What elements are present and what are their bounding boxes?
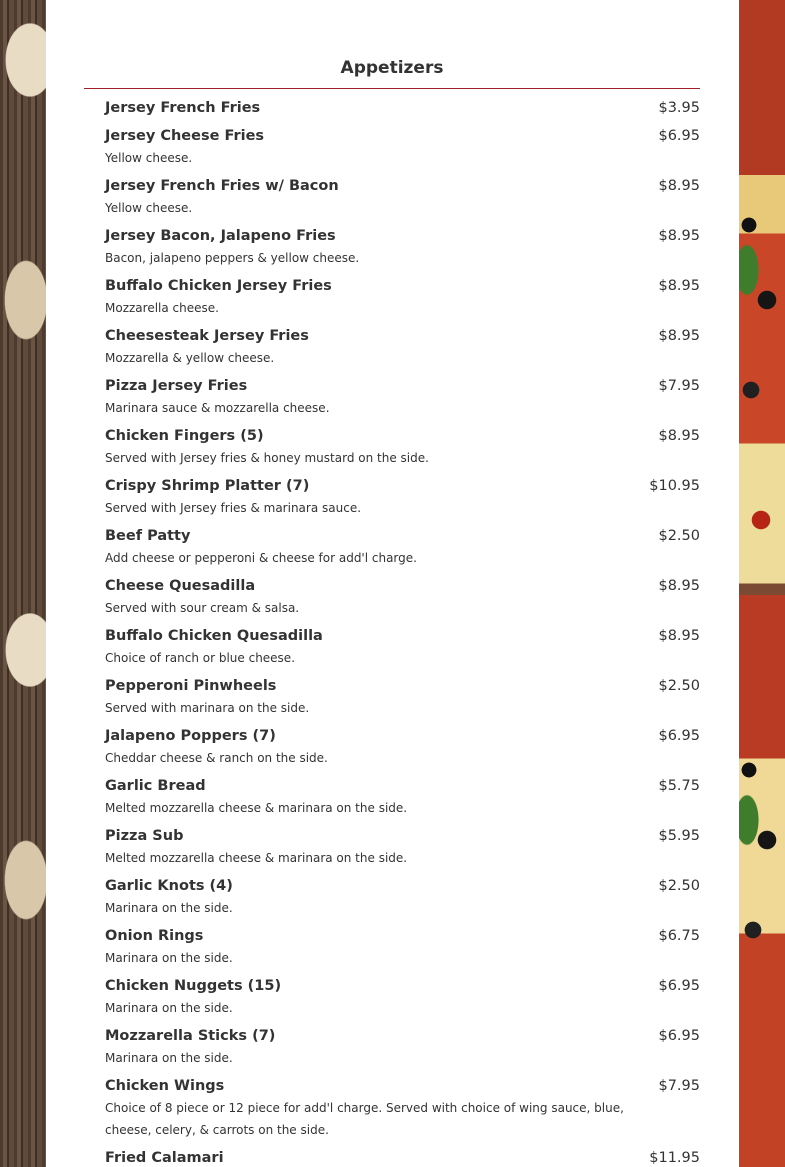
menu-item-name: Beef Patty (105, 528, 191, 544)
menu-item[interactable] (105, 1025, 700, 1069)
menu-item-header (105, 575, 700, 597)
menu-item[interactable] (105, 475, 700, 519)
menu-item[interactable] (105, 525, 700, 569)
section-title: Appetizers (84, 58, 700, 89)
menu-item-name: Onion Rings (105, 928, 204, 944)
menu-item[interactable] (105, 825, 700, 869)
menu-item-name: Chicken Fingers (5) (105, 428, 264, 444)
menu-item-header (105, 925, 700, 947)
menu-item-description: Mozzarella cheese. (105, 301, 219, 315)
menu-item-description: Melted mozzarella cheese & marinara on the side. (105, 801, 408, 815)
menu-item-header (105, 975, 700, 997)
menu-item-name: Buffalo Chicken Quesadilla (105, 628, 323, 644)
menu-item-name: Garlic Knots (4) (105, 878, 233, 894)
menu-item-price: $8.95 (658, 428, 700, 444)
menu-item-header (105, 125, 700, 147)
menu-item-description: Marinara on the side. (105, 1001, 233, 1015)
menu-item[interactable] (105, 675, 700, 719)
menu-item[interactable] (105, 1147, 700, 1167)
menu-item[interactable] (105, 125, 700, 169)
menu-item[interactable] (105, 575, 700, 619)
menu-item-price: $8.95 (658, 278, 700, 294)
menu-item[interactable] (105, 325, 700, 369)
menu-item-price: $3.95 (658, 100, 700, 116)
wood-background-left (0, 0, 46, 1167)
menu-item[interactable] (105, 725, 700, 769)
menu-item-name: Pizza Jersey Fries (105, 378, 248, 394)
menu-item-header (105, 1025, 700, 1047)
menu-item-price: $7.95 (658, 378, 700, 394)
menu-item-description: Melted mozzarella cheese & marinara on the side. (105, 851, 408, 865)
menu-item-price: $8.95 (658, 578, 700, 594)
menu-item[interactable] (105, 275, 700, 319)
menu-item-price: $11.95 (649, 1150, 700, 1166)
menu-item-description: Marinara on the side. (105, 1051, 233, 1065)
menu-item-header (105, 325, 700, 347)
menu-item-header (105, 875, 700, 897)
menu-item-description: Served with sour cream & salsa. (105, 601, 300, 615)
menu-item-name: Buffalo Chicken Jersey Fries (105, 278, 332, 294)
menu-item-price: $8.95 (658, 178, 700, 194)
menu-item-description: Served with marinara on the side. (105, 701, 310, 715)
menu-item[interactable] (105, 625, 700, 669)
menu-panel (46, 0, 739, 1167)
menu-item-description: Marinara on the side. (105, 901, 233, 915)
menu-item-price: $6.95 (658, 728, 700, 744)
menu-item-header (105, 97, 700, 119)
menu-item-name: Jersey Bacon, Jalapeno Fries (105, 228, 336, 244)
menu-item-name: Mozzarella Sticks (7) (105, 1028, 276, 1044)
menu-item[interactable] (105, 875, 700, 919)
menu-item-name: Chicken Nuggets (15) (105, 978, 282, 994)
menu-item-price: $6.95 (658, 128, 700, 144)
menu-item-description: Marinara on the side. (105, 951, 233, 965)
menu-item-description: Choice of 8 piece or 12 piece for add'l charge. Served with choice of wing sauce, blue, cheese, celery, & carrots on the side. (105, 1101, 624, 1137)
menu-item-header (105, 275, 700, 297)
menu-item-header (105, 625, 700, 647)
menu-item-header (105, 175, 700, 197)
menu-item-description: Add cheese or pepperoni & cheese for add'l charge. (105, 551, 417, 565)
menu-item-header (105, 775, 700, 797)
menu-item-name: Pepperoni Pinwheels (105, 678, 277, 694)
menu-item-description: Served with Jersey fries & marinara sauce. (105, 501, 362, 515)
menu-item-header (105, 425, 700, 447)
menu-item-price: $5.75 (658, 778, 700, 794)
menu-item-description: Yellow cheese. (105, 151, 193, 165)
menu-item-name: Fried Calamari (105, 1150, 224, 1166)
menu-item-description: Cheddar cheese & ranch on the side. (105, 751, 328, 765)
menu-item-description: Choice of ranch or blue cheese. (105, 651, 296, 665)
menu-item-description: Yellow cheese. (105, 201, 193, 215)
menu-item-price: $8.95 (658, 328, 700, 344)
menu-item-header (105, 375, 700, 397)
menu-item-price: $7.95 (658, 1078, 700, 1094)
menu-item-price: $6.75 (658, 928, 700, 944)
menu-item-name: Jersey Cheese Fries (105, 128, 265, 144)
menu-item-name: Jersey French Fries w/ Bacon (105, 178, 339, 194)
menu-item[interactable] (105, 925, 700, 969)
menu-item-price: $2.50 (658, 528, 700, 544)
menu-item-header (105, 1075, 700, 1097)
menu-item-description: Mozzarella & yellow cheese. (105, 351, 275, 365)
menu-item-name: Jersey French Fries (105, 100, 261, 116)
menu-item-name: Chicken Wings (105, 1078, 225, 1094)
menu-item-header (105, 525, 700, 547)
menu-item[interactable] (105, 775, 700, 819)
menu-item-price: $8.95 (658, 228, 700, 244)
menu-item-header (105, 225, 700, 247)
menu-item-price: $2.50 (658, 878, 700, 894)
menu-item-list (105, 97, 700, 1167)
menu-item-price: $6.95 (658, 1028, 700, 1044)
menu-item[interactable] (105, 175, 700, 219)
menu-item-description: Bacon, jalapeno peppers & yellow cheese. (105, 251, 360, 265)
menu-item-name: Jalapeno Poppers (7) (105, 728, 276, 744)
menu-item-header (105, 675, 700, 697)
menu-item-header (105, 825, 700, 847)
menu-item[interactable] (105, 375, 700, 419)
menu-item-description: Served with Jersey fries & honey mustard on the side. (105, 451, 429, 465)
menu-item[interactable] (105, 1075, 700, 1141)
menu-item-description: Marinara sauce & mozzarella cheese. (105, 401, 330, 415)
menu-item[interactable] (105, 425, 700, 469)
menu-item-name: Cheese Quesadilla (105, 578, 256, 594)
menu-item-name: Pizza Sub (105, 828, 184, 844)
menu-item-name: Garlic Bread (105, 778, 206, 794)
menu-item-price: $8.95 (658, 628, 700, 644)
menu-item[interactable] (105, 975, 700, 1019)
menu-item[interactable] (105, 225, 700, 269)
menu-item-price: $2.50 (658, 678, 700, 694)
menu-item[interactable] (105, 97, 700, 119)
menu-item-name: Crispy Shrimp Platter (7) (105, 478, 310, 494)
menu-item-header (105, 475, 700, 497)
menu-item-header (105, 1147, 700, 1167)
menu-item-header (105, 725, 700, 747)
menu-item-name: Cheesesteak Jersey Fries (105, 328, 309, 344)
menu-item-price: $10.95 (649, 478, 700, 494)
menu-item-price: $5.95 (658, 828, 700, 844)
pizza-background-right (739, 0, 785, 1167)
menu-item-price: $6.95 (658, 978, 700, 994)
